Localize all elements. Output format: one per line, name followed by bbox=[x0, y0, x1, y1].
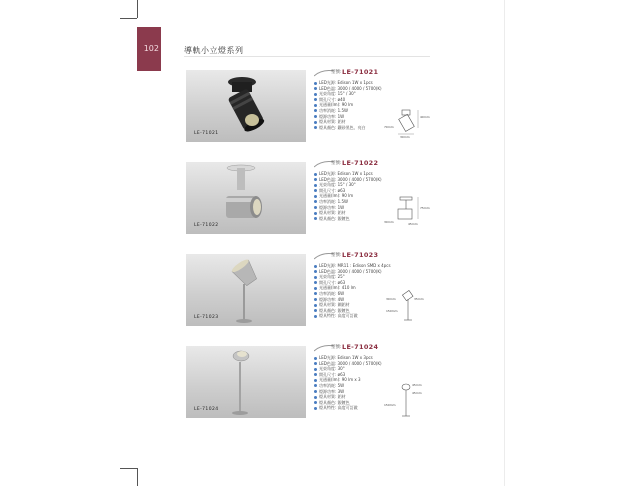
spec-item: 光通量(lm): 410 lm bbox=[314, 285, 424, 291]
model-code: LE-71023 bbox=[342, 251, 379, 259]
dim-label: 150mm bbox=[386, 309, 398, 313]
bullet-icon bbox=[314, 401, 317, 404]
model-label: 型號: bbox=[331, 70, 342, 75]
photo-caption: LE-71021 bbox=[194, 131, 219, 136]
page-title: 導軌小立燈系列 bbox=[184, 46, 244, 55]
spec-item: 光束角度: 15° / 30° bbox=[314, 91, 424, 97]
bullet-icon bbox=[314, 173, 317, 176]
bullet-icon bbox=[314, 195, 317, 198]
spec-item: 燈具顏色: 銀鍍色 bbox=[314, 216, 424, 222]
model-code: LE-71022 bbox=[342, 159, 379, 167]
bullet-icon bbox=[314, 298, 317, 301]
spec-item: LED光源: MR11 : Edison SMD x 4pcs bbox=[314, 263, 424, 269]
spec-item: 燈具顏色: 銀鍍色 bbox=[314, 400, 424, 406]
bullet-icon bbox=[314, 82, 317, 85]
spec-item: LED色溫: 3000 / 4000 / 5700(K) bbox=[314, 86, 424, 92]
bullet-icon bbox=[314, 287, 317, 290]
spec-item: 光通量(lm): 90 lm x 3 bbox=[314, 377, 424, 383]
spec-item: 功率消耗: 1.5W bbox=[314, 199, 424, 205]
dimension-drawing-icon bbox=[384, 290, 432, 322]
bullet-icon bbox=[314, 309, 317, 312]
crop-mark-top-left-h bbox=[120, 18, 137, 19]
photo-caption: LE-71022 bbox=[194, 223, 219, 228]
model-line bbox=[314, 159, 424, 170]
dimension-diagram-3 bbox=[384, 290, 432, 322]
bullet-icon bbox=[314, 212, 317, 215]
dim-label: 75mm bbox=[420, 206, 430, 210]
spec-item: 燈源功率: 3W bbox=[314, 389, 424, 395]
dimension-drawing-icon bbox=[384, 382, 432, 420]
dim-label: 150mm bbox=[384, 403, 396, 407]
bullet-icon bbox=[314, 206, 317, 209]
model-label: 型號: bbox=[331, 161, 342, 166]
dimension-diagram-1 bbox=[384, 108, 432, 138]
spec-item: 功率消耗: 6W bbox=[314, 291, 424, 297]
bullet-icon bbox=[314, 121, 317, 124]
spec-item: 功率消耗: 5W bbox=[314, 383, 424, 389]
product-photo-1 bbox=[186, 70, 306, 142]
bullet-icon bbox=[314, 126, 317, 129]
spec-item: LED光源: Edison 1W x 3pcs bbox=[314, 355, 424, 361]
photo-caption: LE-71024 bbox=[194, 407, 219, 412]
spec-item: 開孔尺寸: ø63 bbox=[314, 280, 424, 286]
bullet-icon bbox=[314, 115, 317, 118]
spec-item: 光通量(lm): 90 lm bbox=[314, 193, 424, 199]
product-photo-2 bbox=[186, 162, 306, 234]
dimension-drawing-icon bbox=[384, 108, 432, 138]
bullet-icon bbox=[314, 390, 317, 393]
spec-item: 開孔尺寸: ø63 bbox=[314, 372, 424, 378]
dim-label: 30mm bbox=[386, 297, 396, 301]
bullet-icon bbox=[314, 93, 317, 96]
bullet-icon bbox=[314, 98, 317, 101]
model-label: 型號: bbox=[331, 345, 342, 350]
bullet-icon bbox=[314, 265, 317, 268]
dimension-diagram-4 bbox=[384, 382, 432, 420]
spec-item: LED光源: Edison 1W x 1pcs bbox=[314, 80, 424, 86]
spec-item: 燈具顏色: 銀鍍色 bbox=[314, 308, 424, 314]
bullet-icon bbox=[314, 407, 317, 410]
spec-item: 開孔尺寸: ø63 bbox=[314, 188, 424, 194]
spec-item: 燈具材質: 鋁材 bbox=[314, 394, 424, 400]
spec-item: 開孔尺寸: ø40 bbox=[314, 97, 424, 103]
bullet-icon bbox=[314, 292, 317, 295]
dim-label: 45mm bbox=[408, 222, 418, 226]
bullet-icon bbox=[314, 109, 317, 112]
page-number-tab bbox=[137, 27, 161, 71]
bullet-icon bbox=[314, 87, 317, 90]
bullet-icon bbox=[314, 217, 317, 220]
spec-item: 光束角度: 25° bbox=[314, 274, 424, 280]
bullet-icon bbox=[314, 373, 317, 376]
spec-item: LED色溫: 3000 / 4000 / 5700(K) bbox=[314, 269, 424, 275]
crop-mark-bottom-left-h bbox=[120, 468, 137, 469]
bullet-icon bbox=[314, 104, 317, 107]
bullet-icon bbox=[314, 189, 317, 192]
bullet-icon bbox=[314, 384, 317, 387]
page-number: 102 bbox=[143, 44, 159, 53]
crop-mark-bottom-left-v bbox=[137, 468, 138, 486]
dim-label: 30mm bbox=[400, 135, 410, 138]
dim-label: 70mm bbox=[384, 125, 394, 129]
spec-item: 燈具特性: 高度可訂做 bbox=[314, 405, 424, 411]
bullet-icon bbox=[314, 281, 317, 284]
bullet-icon bbox=[314, 315, 317, 318]
dim-label: 40mm bbox=[420, 115, 430, 119]
bullet-icon bbox=[314, 362, 317, 365]
dimension-diagram-2 bbox=[384, 195, 432, 227]
model-code: LE-71024 bbox=[342, 343, 379, 351]
dim-label: 45mm bbox=[412, 383, 422, 387]
bullet-icon bbox=[314, 200, 317, 203]
title-divider bbox=[184, 56, 430, 57]
spec-item: 燈源功率: 4W bbox=[314, 297, 424, 303]
spec-item: 燈具材質: 鋁材 bbox=[314, 210, 424, 216]
spec-item: 光束角度: 30° bbox=[314, 366, 424, 372]
spec-item: 光束角度: 15° / 30° bbox=[314, 182, 424, 188]
bullet-icon bbox=[314, 357, 317, 360]
page-fold-line bbox=[504, 0, 505, 486]
product-photo-3 bbox=[186, 254, 306, 326]
model-label: 型號: bbox=[331, 253, 342, 258]
dim-label: 30mm bbox=[384, 220, 394, 224]
dimension-drawing-icon bbox=[384, 195, 432, 227]
model-line bbox=[314, 251, 424, 262]
model-line bbox=[314, 343, 424, 354]
bullet-icon bbox=[314, 276, 317, 279]
spec-item: LED色溫: 3000 / 4000 / 5700(K) bbox=[314, 361, 424, 367]
bullet-icon bbox=[314, 270, 317, 273]
spec-item: LED光源: Edison 1W x 1pcs bbox=[314, 171, 424, 177]
spec-item: LED色溫: 3000 / 4000 / 5700(K) bbox=[314, 177, 424, 183]
model-line bbox=[314, 68, 424, 79]
spec-item: 功率消耗: 1.5W bbox=[314, 108, 424, 114]
spec-item: 燈源功率: 1W bbox=[314, 205, 424, 211]
spec-item: 燈具材質: 鋁材 bbox=[314, 119, 424, 125]
crop-mark-top-left-v bbox=[137, 0, 138, 18]
bullet-icon bbox=[314, 379, 317, 382]
spec-item: 燈具特性: 高度可訂做 bbox=[314, 313, 424, 319]
spec-item: 燈源功率: 1W bbox=[314, 114, 424, 120]
product-photo-4 bbox=[186, 346, 306, 418]
bullet-icon bbox=[314, 396, 317, 399]
spec-item: 燈具材質: 鋼鋁材 bbox=[314, 302, 424, 308]
dim-label: 35mm bbox=[414, 297, 424, 301]
bullet-icon bbox=[314, 368, 317, 371]
model-code: LE-71021 bbox=[342, 68, 379, 76]
bullet-icon bbox=[314, 304, 317, 307]
photo-caption: LE-71023 bbox=[194, 315, 219, 320]
dim-label: 45mm bbox=[412, 391, 422, 395]
bullet-icon bbox=[314, 178, 317, 181]
spec-item: 燈具顏色: 鐵砂黑色、亮白 bbox=[314, 125, 424, 131]
spec-item: 光通量(lm): 90 lm bbox=[314, 102, 424, 108]
bullet-icon bbox=[314, 184, 317, 187]
